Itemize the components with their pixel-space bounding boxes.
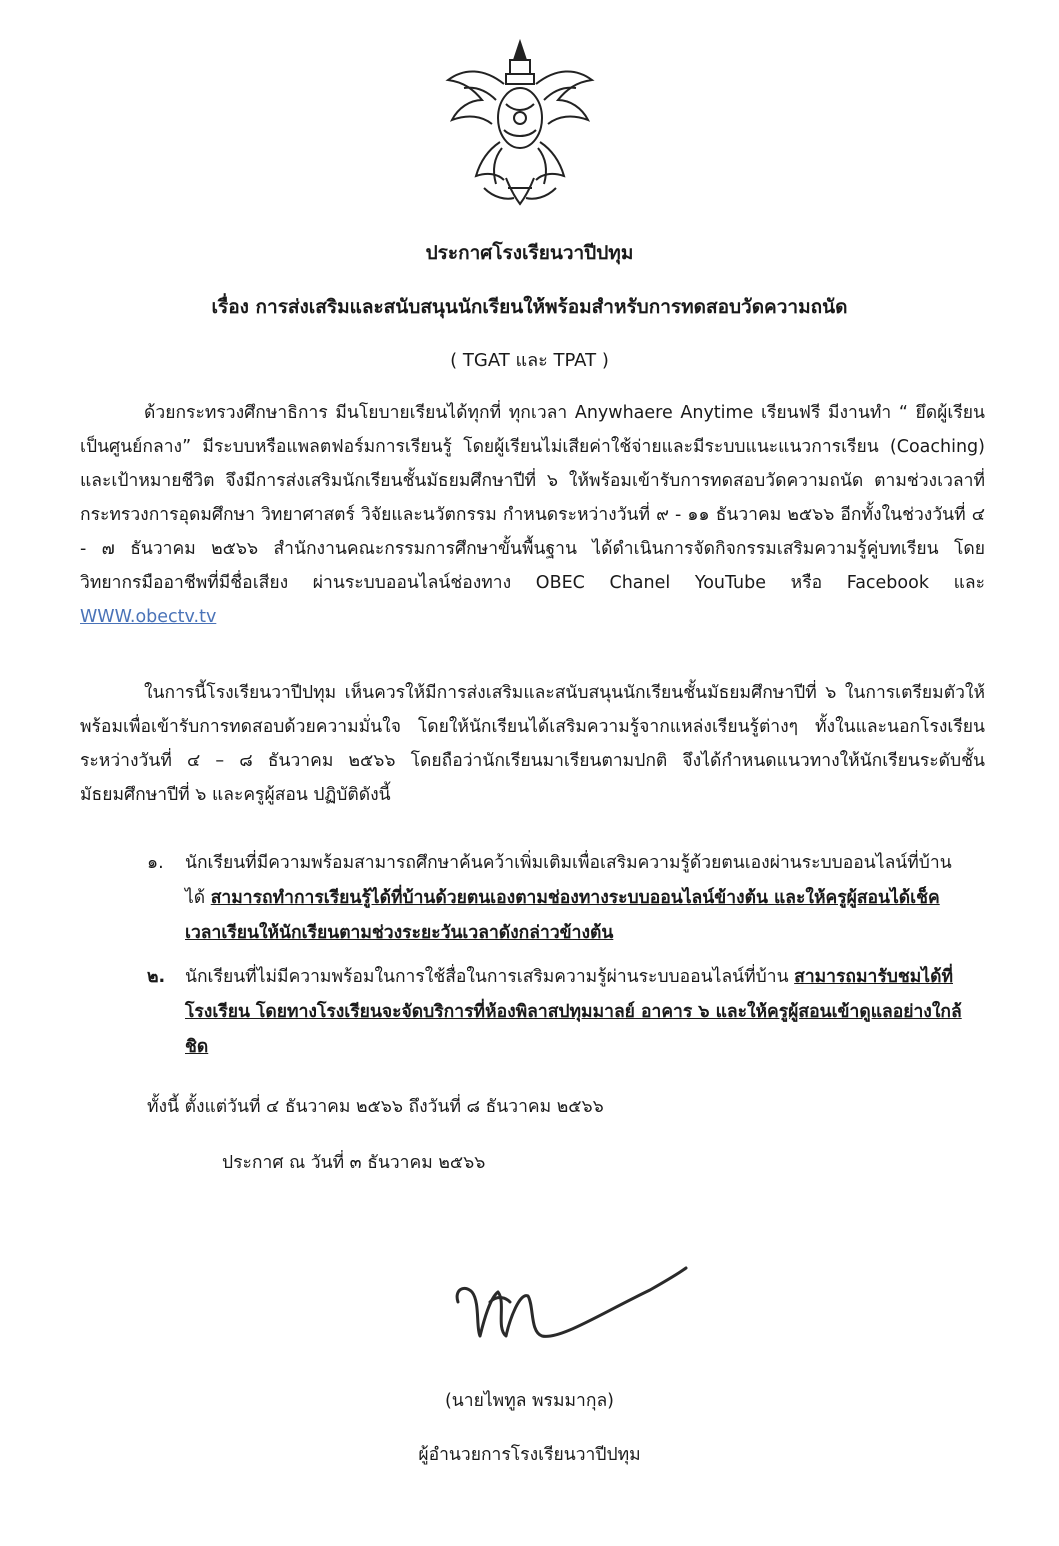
paragraph-policy-text: ด้วยกระทรวงศึกษาธิการ มีนโยบายเรียนได้ทุกที่ ทุกเวลา Anywhaere Anytime เรียนฟรี มีงานทำ “ ยึดผู้เรียนเป็นศูนย์กลาง” มีระบบหรือแพลตฟอร์มการเรียนรู้ โดยผู้เรียนไม่เสียค่าใช้จ่ายและมีระบบแนะแนวการเรียน (Coaching) และเป้าหมายชีวิต จึงมีการส่งเสริมนักเรียนชั้นมัธยมศึกษาปีที่ ๖ ให้พร้อมเข้ารับการทดสอบวัดความถนัด ตามช่วงเวลาที่กระทรวงการอุดมศึกษา วิทยาศาสตร์ วิจัยและนวัตกรรม กำหนดระหว่างวันที่ ๙ - ๑๑ ธันวาคม ๒๕๖๖ อีกทั้งในช่วงวันที่ ๔ - ๗ ธันวาคม ๒๕๖๖ สำนักงานคณะกรรมการศึกษาขั้นพื้นฐาน ได้ดำเนินการจัดกิจกรรมเสริมความรู้คู่บทเรียน โดยวิทยากรมืออาชีพที่มีชื่อเสียง ผ่านระบบออนไลน์ช่องทาง OBEC Chanel YouTube หรือ Facebook และ bbox=[80, 403, 985, 593]
announcement-date: ประกาศ ณ วันที่ ๓ ธันวาคม ๒๕๖๖ bbox=[222, 1153, 486, 1173]
signer-title: ผู้อำนวยการโรงเรียนวาปีปทุม bbox=[418, 1445, 641, 1465]
paragraph-policy bbox=[80, 396, 985, 634]
guideline-emphasis: สามารถมารับชมได้ที่โรงเรียน โดยทางโรงเรียนจะจัดบริการที่ห้องพิลาสปทุมมาลย์ อาคาร ๖ และให้ครูผู้สอนเข้าดูแลอย่างใกล้ชิด bbox=[185, 967, 962, 1057]
guideline-text: นักเรียนที่มีความพร้อมสามารถศึกษาค้นคว้าเพิ่มเติมเพื่อเสริมความรู้ด้วยตนเองผ่านระบบออนไลน์ที่บ้านได้ bbox=[185, 853, 952, 908]
obectv-link[interactable]: WWW.obectv.tv bbox=[80, 607, 217, 627]
signer-name: (นายไพทูล พรมมากุล) bbox=[444, 1391, 614, 1411]
guideline-number: ๒. bbox=[147, 967, 166, 987]
signature-image bbox=[450, 1262, 690, 1372]
exam-names: ( TGAT และ TPAT ) bbox=[450, 350, 609, 371]
guideline-item bbox=[147, 960, 967, 1065]
garuda-emblem-icon bbox=[444, 38, 596, 210]
guideline-text: นักเรียนที่ไม่มีความพร้อมในการใช้สื่อในการเสริมความรู้ผ่านระบบออนไลน์ที่บ้าน bbox=[185, 967, 795, 987]
guideline-item bbox=[147, 846, 967, 951]
announcement-title: ประกาศโรงเรียนวาปีปทุม bbox=[425, 242, 634, 264]
paragraph-school-plan-text: ในการนี้โรงเรียนวาปีปทุม เห็นควรให้มีการส่งเสริมและสนับสนุนนักเรียนชั้นมัธยมศึกษาปีที่ ๖ ในการเตรียมตัวให้พร้อมเพื่อเข้ารับการทดสอบด้วยความมั่นใจ โดยให้นักเรียนได้เสริมความรู้จากแหล่งเรียนรู้ต่างๆ ทั้งในและนอกโรงเรียน ระหว่างวันที่ ๔ – ๘ ธันวาคม ๒๕๖๖ โดยถือว่านักเรียนมาเรียนตามปกติ จึงได้กำหนดแนวทางให้นักเรียนระดับชั้นมัธยมศึกษาปีที่ ๖ และครูผู้สอน ปฏิบัติดังนี้ bbox=[80, 683, 985, 805]
paragraph-school-plan bbox=[80, 676, 985, 812]
announcement-subject: เรื่อง การส่งเสริมและสนับสนุนนักเรียนให้พร้อมสำหรับการทดสอบวัดความถนัด bbox=[211, 296, 848, 318]
guideline-number: ๑. bbox=[147, 853, 164, 873]
effective-period: ทั้งนี้ ตั้งแต่วันที่ ๔ ธันวาคม ๒๕๖๖ ถึงวันที่ ๘ ธันวาคม ๒๕๖๖ bbox=[147, 1097, 604, 1117]
guideline-emphasis: สามารถทำการเรียนรู้ได้ที่บ้านด้วยตนเองตามช่องทางระบบออนไลน์ข้างต้น และให้ครูผู้สอนได้เช็คเวลาเรียนให้นักเรียนตามช่วงระยะวันเวลาดังกล่าวข้างต้น bbox=[185, 888, 940, 943]
